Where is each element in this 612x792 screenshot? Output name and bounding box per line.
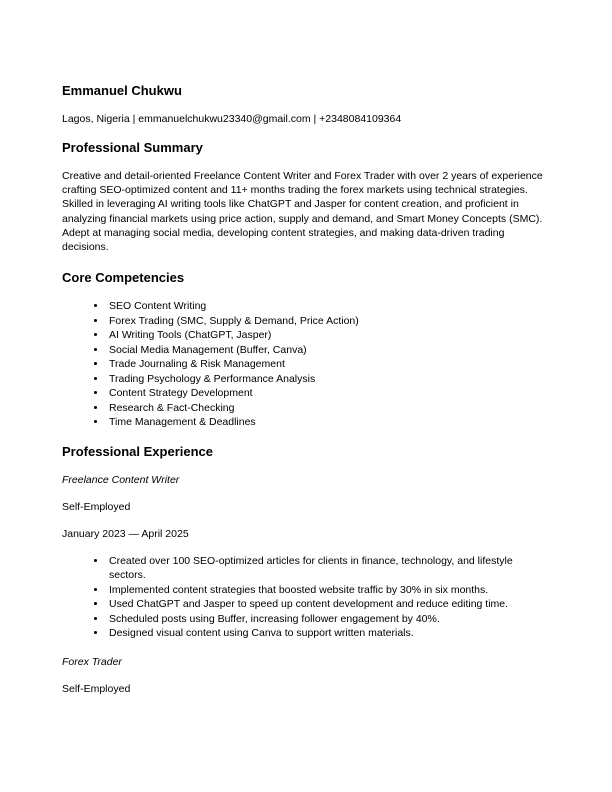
job-company: Self-Employed bbox=[62, 682, 131, 695]
achievement-item: • Used ChatGPT and Jasper to speed up content development and reduce editing time. bbox=[107, 597, 550, 612]
competency-item: • Content Strategy Development bbox=[107, 386, 550, 401]
achievement-item: • Scheduled posts using Buffer, increasing follower engagement by 40%. bbox=[107, 612, 550, 627]
achievement-item: • Created over 100 SEO-optimized articles for clients in finance, technology, and lifestyle sectors. bbox=[107, 554, 550, 583]
job-company: Self-Employed bbox=[62, 500, 131, 513]
job-achievements-list bbox=[62, 554, 550, 641]
job-title: Forex Trader bbox=[62, 655, 122, 668]
section-heading-professional-summary: Professional Summary bbox=[62, 140, 203, 155]
summary-paragraph: Creative and detail-oriented Freelance Content Writer and Forex Trader with over 2 years of experience crafting SEO-optimized content and 11+ months trading the forex markets using technical strategies. Skilled in leveraging AI writing tools like ChatGPT and Jasper for content creation, and proficient in analyzing financial markets using price action, supply and demand, and Smart Money Concepts (SMC). Adept at managing social media, developing content strategies, and making data-driven trading decisions. bbox=[62, 170, 543, 254]
competency-item: • Trade Journaling & Risk Management bbox=[107, 357, 550, 372]
candidate-name: Emmanuel Chukwu bbox=[62, 83, 182, 98]
achievement-item: • Implemented content strategies that boosted website traffic by 30% in six months. bbox=[107, 583, 550, 598]
competency-item: • SEO Content Writing bbox=[107, 299, 550, 314]
competency-item: • Research & Fact-Checking bbox=[107, 401, 550, 416]
section-heading-core-competencies: Core Competencies bbox=[62, 270, 185, 286]
contact-line: Lagos, Nigeria | emmanuelchukwu23340@gmail.com | +2348084109364 bbox=[62, 113, 402, 125]
job-title: Freelance Content Writer bbox=[62, 473, 180, 486]
achievement-item: • Designed visual content using Canva to support written materials. bbox=[107, 626, 550, 641]
competency-item: • Social Media Management (Buffer, Canva) bbox=[107, 343, 550, 358]
job-dates: January 2023 — April 2025 bbox=[62, 527, 189, 540]
competencies-list bbox=[62, 299, 550, 430]
competency-item: • Forex Trading (SMC, Supply & Demand, Price Action) bbox=[107, 314, 550, 329]
competency-item: • AI Writing Tools (ChatGPT, Jasper) bbox=[107, 328, 550, 343]
competency-item: • Trading Psychology & Performance Analysis bbox=[107, 372, 550, 387]
section-heading-professional-experience: Professional Experience bbox=[62, 443, 214, 459]
competency-item: • Time Management & Deadlines bbox=[107, 415, 550, 430]
